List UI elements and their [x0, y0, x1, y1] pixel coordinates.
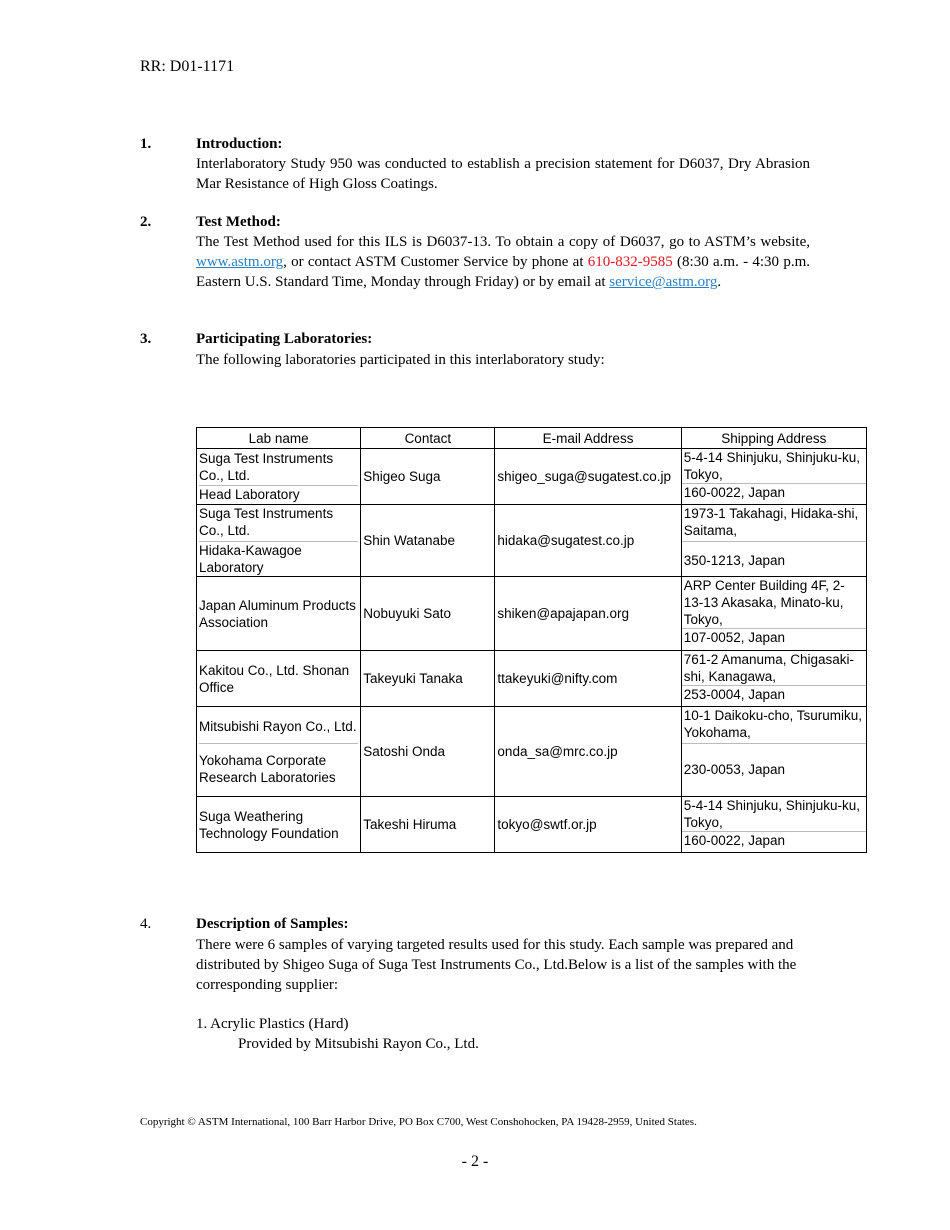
lab-name-cell: Mitsubishi Rayon Co., Ltd. Yokohama Corporate Research Laboratories: [197, 707, 361, 797]
lab-name-cell: Japan Aluminum Products Association: [197, 577, 361, 651]
email-cell: ttakeyuki@nifty.com: [495, 651, 681, 707]
address-cell: 761-2 Amanuma, Chigasaki-shi, Kanagawa, 253-0004, Japan: [681, 651, 866, 707]
astm-website-link[interactable]: www.astm.org: [196, 254, 284, 270]
sample-item-1-supplier: Provided by Mitsubishi Rayon Co., Ltd.: [238, 1036, 479, 1052]
service-email-link[interactable]: service@astm.org: [609, 274, 718, 290]
copyright-footer: Copyright © ASTM International, 100 Barr Harbor Drive, PO Box C700, West Conshohocken, PA 19428-2959, United States.: [140, 1116, 697, 1128]
section-1-number: 1.: [140, 136, 152, 152]
contact-cell: Nobuyuki Sato: [361, 577, 495, 651]
section-4-title: Description of Samples:: [196, 916, 349, 932]
contact-cell: Shin Watanabe: [361, 505, 495, 577]
sample-item-1: 1. Acrylic Plastics (Hard): [196, 1016, 349, 1032]
section-2-title: Test Method:: [196, 214, 281, 230]
address-cell: 5-4-14 Shinjuku, Shinjuku-ku, Tokyo, 160-0022, Japan: [681, 797, 866, 853]
report-id-header: RR: D01-1171: [140, 58, 235, 75]
phone-number: 610-832-9585: [587, 254, 673, 270]
section-3-number: 3.: [140, 331, 152, 347]
lab-name-cell: Kakitou Co., Ltd. Shonan Office: [197, 651, 361, 707]
section-3-title: Participating Laboratories:: [196, 331, 373, 347]
table-row: [197, 505, 867, 577]
lab-name-cell: Suga Weathering Technology Foundation: [197, 797, 361, 853]
section-1-text: Interlaboratory Study 950 was conducted to establish a precision statement for D6037, Dry Abrasion Mar Resistance of High Gloss Coatings.: [196, 156, 810, 192]
section-4-text: There were 6 samples of varying targeted results used for this study. Each sample was prepared and distributed by Shigeo Suga of Suga Test Instruments Co., Ltd.Below is a list of the samples with the corresponding supplier:: [196, 937, 797, 993]
contact-cell: Shigeo Suga: [361, 449, 495, 505]
email-cell: hidaka@sugatest.co.jp: [495, 505, 681, 577]
section-2-number: 2.: [140, 214, 152, 230]
header-email: E-mail Address: [495, 428, 681, 449]
header-lab-name: Lab name: [197, 428, 361, 449]
lab-name-cell: Suga Test Instruments Co., Ltd. Hidaka-Kawagoe Laboratory: [197, 505, 361, 577]
contact-cell: Satoshi Onda: [361, 707, 495, 797]
email-cell: shiken@apajapan.org: [495, 577, 681, 651]
table-row: [197, 707, 867, 797]
address-cell: 5-4-14 Shinjuku, Shinjuku-ku, Tokyo, 160-0022, Japan: [681, 449, 866, 505]
section-2-text: The Test Method used for this ILS is D6037-13. To obtain a copy of D6037, go to ASTM’s website, www.astm.org, or contact ASTM Customer Service by phone at 610-832-9585 (8:30 a.m. - 4:30 p.m. Eastern U.S. Standard Time, Monday through Friday) or by email at service@astm.org.: [196, 234, 810, 290]
section-3-text: The following laboratories participated in this interlaboratory study:: [196, 352, 605, 368]
section-1-title: Introduction:: [196, 136, 283, 152]
header-shipping-address: Shipping Address: [681, 428, 866, 449]
address-cell: ARP Center Building 4F, 2-13-13 Akasaka, Minato-ku, Tokyo, 107-0052, Japan: [681, 577, 866, 651]
email-cell: tokyo@swtf.or.jp: [495, 797, 681, 853]
email-cell: shigeo_suga@sugatest.co.jp: [495, 449, 681, 505]
email-cell: onda_sa@mrc.co.jp: [495, 707, 681, 797]
table-row: [197, 651, 867, 707]
participating-labs-table: [196, 427, 867, 853]
header-contact: Contact: [361, 428, 495, 449]
table-row: [197, 797, 867, 853]
section-4-number: 4.: [140, 916, 152, 932]
contact-cell: Takeshi Hiruma: [361, 797, 495, 853]
table-header-row: [197, 428, 867, 449]
address-cell: 1973-1 Takahagi, Hidaka-shi, Saitama, 350-1213, Japan: [681, 505, 866, 577]
table-row: [197, 577, 867, 651]
table-row: [197, 449, 867, 505]
contact-cell: Takeyuki Tanaka: [361, 651, 495, 707]
lab-name-cell: Suga Test Instruments Co., Ltd. Head Laboratory: [197, 449, 361, 505]
address-cell: 10-1 Daikoku-cho, Tsurumiku, Yokohama, 230-0053, Japan: [681, 707, 866, 797]
page-number: - 2 -: [461, 1153, 489, 1170]
